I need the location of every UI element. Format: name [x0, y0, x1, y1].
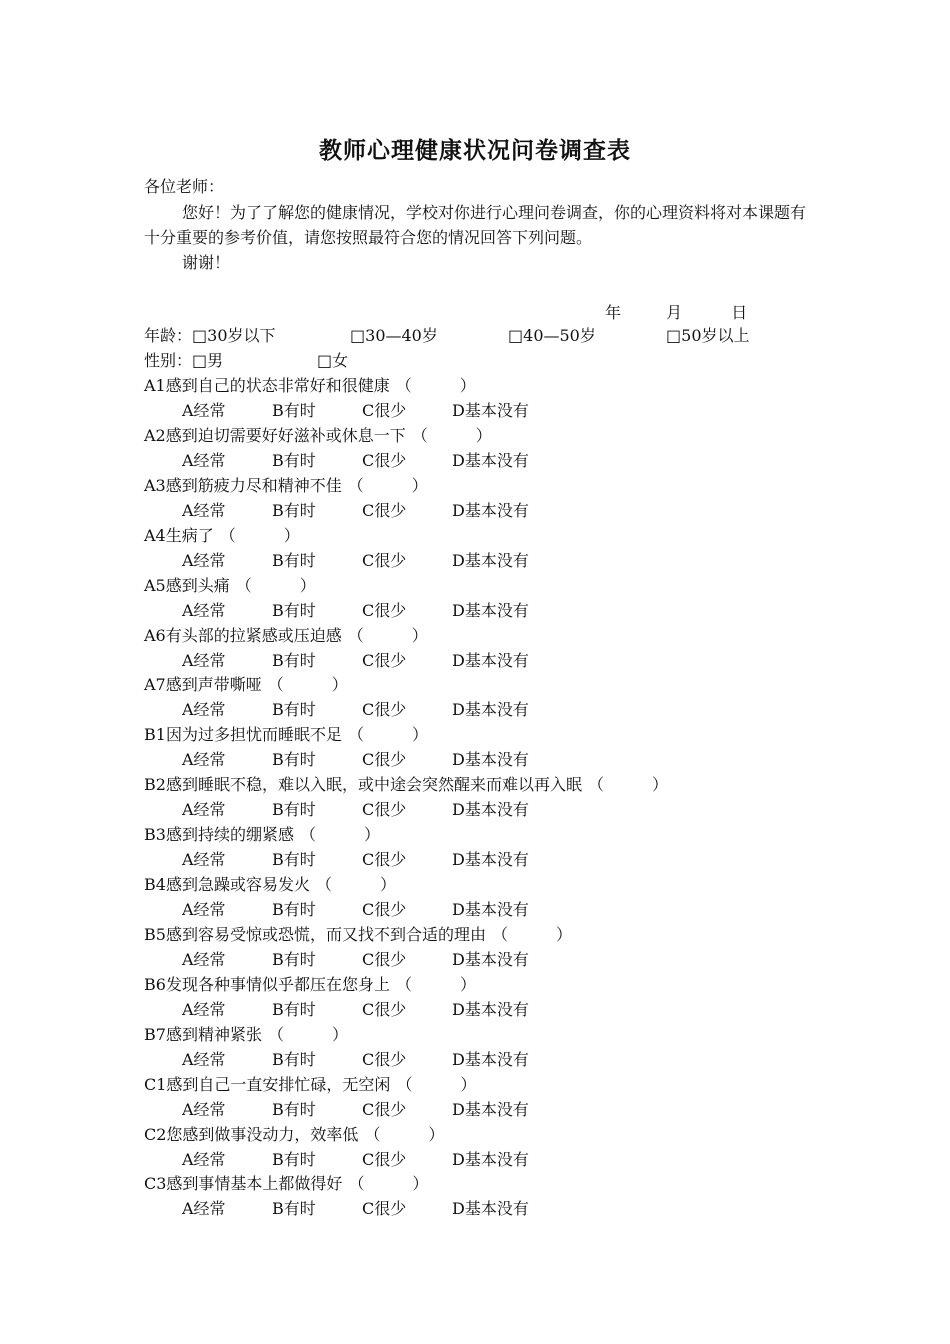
answer-option[interactable]: D基本没有 — [452, 600, 529, 620]
gender-option[interactable]: □女 — [317, 351, 349, 370]
answer-option[interactable]: C很少 — [362, 850, 407, 870]
answer-option[interactable]: D基本没有 — [452, 450, 529, 470]
answer-options — [182, 1149, 529, 1171]
question-line — [144, 974, 476, 996]
age-option[interactable]: □50岁以上 — [666, 326, 750, 345]
answer-option[interactable]: D基本没有 — [452, 750, 529, 770]
paren-open: （ — [395, 974, 412, 994]
answer-option[interactable]: D基本没有 — [452, 500, 529, 520]
answer-option[interactable]: B有时 — [272, 700, 316, 720]
answer-option[interactable]: D基本没有 — [452, 700, 529, 720]
answer-blank[interactable] — [268, 674, 348, 696]
question-code: A6 — [144, 625, 166, 645]
answer-option[interactable]: B有时 — [272, 800, 316, 820]
paren-close: ） — [555, 924, 572, 944]
answer-options — [182, 550, 529, 572]
question-code: B3 — [144, 825, 166, 845]
answer-option[interactable]: B有时 — [272, 500, 316, 520]
answer-options — [182, 849, 529, 871]
question-code: B6 — [144, 974, 166, 994]
question-text: 生病了 — [165, 525, 214, 545]
answer-options — [182, 749, 529, 771]
question-text: 感到精神紧张 — [165, 1024, 262, 1044]
answer-options — [182, 450, 529, 472]
question-line — [144, 774, 668, 796]
answer-blank[interactable] — [396, 1074, 476, 1096]
intro-paragraph: 您好！为了了解您的健康情况，学校对你进行心理问卷调查，你的心理资料将对本课题有十分重要的参考价值，请您按照最符合您的情况回答下列问题。 — [144, 203, 807, 247]
answer-blank[interactable] — [492, 924, 572, 946]
answer-options — [182, 949, 529, 971]
answer-option[interactable]: C很少 — [362, 800, 407, 820]
answer-option[interactable]: A经常 — [182, 450, 226, 470]
gender-label: 性别： — [144, 351, 193, 370]
question-line — [144, 425, 492, 447]
age-option[interactable]: □30—40岁 — [350, 326, 438, 345]
answer-option[interactable]: C很少 — [362, 750, 407, 770]
answer-option[interactable]: C很少 — [362, 900, 407, 919]
question-text: 发现各种事情似乎都压在您身上 — [165, 974, 390, 994]
answer-options — [182, 1198, 529, 1220]
date-year: 年 — [605, 303, 622, 322]
greeting: 各位老师： — [144, 177, 225, 196]
answer-option[interactable]: A经常 — [182, 1199, 226, 1219]
answer-option[interactable]: D基本没有 — [452, 550, 529, 570]
answer-option[interactable]: B有时 — [272, 550, 316, 570]
question-code: B4 — [144, 875, 166, 894]
gender-option[interactable]: □男 — [192, 351, 224, 370]
answer-option[interactable]: D基本没有 — [452, 800, 529, 820]
paren-open: （ — [587, 775, 604, 795]
answer-options — [182, 699, 529, 721]
question-code: C2 — [144, 1124, 167, 1144]
answer-option[interactable]: C很少 — [362, 500, 407, 520]
answer-options — [182, 650, 529, 672]
question-text: 感到头痛 — [165, 575, 230, 595]
answer-option[interactable]: C很少 — [362, 1199, 407, 1219]
question-text: 有头部的拉紧感或压迫感 — [165, 625, 342, 645]
answer-option[interactable]: C很少 — [362, 1049, 407, 1069]
answer-options — [182, 799, 529, 821]
answer-options — [182, 899, 529, 921]
answer-option[interactable]: B有时 — [272, 401, 316, 420]
answer-option[interactable]: B有时 — [272, 900, 316, 919]
paren-close: ） — [651, 775, 668, 795]
question-code: C1 — [144, 1074, 167, 1094]
answer-option[interactable]: B有时 — [272, 1099, 316, 1119]
question-line — [144, 1173, 428, 1195]
answer-options — [182, 1049, 529, 1071]
question-line — [144, 575, 316, 597]
paren-close: ） — [459, 376, 476, 395]
question-line — [144, 525, 300, 547]
answer-blank[interactable] — [268, 1024, 348, 1046]
paren-open: （ — [395, 376, 412, 395]
question-code: A7 — [144, 675, 166, 695]
answer-option[interactable]: C很少 — [362, 600, 407, 620]
answer-option[interactable]: C很少 — [362, 999, 407, 1019]
answer-option[interactable]: C很少 — [362, 450, 407, 470]
paren-open: （ — [396, 1074, 413, 1094]
paren-open: （ — [219, 525, 236, 545]
paren-close: ） — [331, 1024, 348, 1044]
question-line — [144, 724, 428, 746]
answer-blank[interactable] — [236, 575, 316, 597]
question-text: 感到容易受惊或恐慌，而又找不到合适的理由 — [165, 924, 486, 944]
answer-option[interactable]: C很少 — [362, 1099, 407, 1119]
paren-close: ） — [411, 475, 428, 495]
age-option[interactable]: □30岁以下 — [192, 326, 276, 345]
page-title: 教师心理健康状况问卷调查表 — [319, 137, 631, 164]
answer-blank[interactable] — [300, 824, 380, 846]
question-text: 感到迫切需要好好滋补或休息一下 — [165, 425, 406, 445]
question-code: A3 — [144, 475, 166, 495]
paren-open: （ — [299, 825, 316, 845]
paren-open: （ — [267, 1024, 284, 1044]
answer-option[interactable]: D基本没有 — [452, 999, 529, 1019]
answer-blank[interactable] — [316, 874, 396, 896]
question-line — [144, 1024, 348, 1046]
question-line — [144, 625, 428, 647]
paren-open: （ — [347, 625, 364, 645]
answer-option[interactable]: D基本没有 — [452, 1149, 529, 1169]
paren-open: （ — [411, 425, 428, 445]
paren-close: ） — [283, 525, 300, 545]
paren-open: （ — [267, 675, 284, 695]
question-text: 因为过多担忧而睡眠不足 — [165, 725, 342, 745]
question-line — [144, 674, 348, 696]
question-text: 感到睡眠不稳，难以入眠，或中途会突然醒来而难以再入眠 — [165, 775, 582, 795]
answer-blank[interactable] — [348, 1173, 428, 1195]
paren-close: ） — [411, 725, 428, 745]
question-line — [144, 1124, 444, 1146]
age-row — [144, 325, 750, 347]
paren-open: （ — [347, 725, 364, 745]
question-code: A2 — [144, 425, 166, 445]
question-line — [144, 1074, 476, 1096]
question-line — [144, 475, 428, 497]
question-text: 感到自己的状态非常好和很健康 — [165, 376, 390, 395]
answer-option[interactable]: A经常 — [182, 1099, 226, 1119]
answer-option[interactable]: B有时 — [272, 750, 316, 770]
answer-option[interactable]: A经常 — [182, 1049, 226, 1069]
paren-close: ） — [475, 425, 492, 445]
answer-options — [182, 600, 529, 622]
question-line — [144, 874, 396, 896]
question-text: 感到筋疲力尽和精神不佳 — [165, 475, 342, 495]
paren-open: （ — [491, 924, 508, 944]
answer-option[interactable]: A经常 — [182, 949, 226, 969]
paren-close: ） — [460, 1074, 477, 1094]
paren-close: ） — [331, 675, 348, 695]
answer-option[interactable]: D基本没有 — [452, 949, 529, 969]
paren-close: ） — [412, 1174, 429, 1194]
answer-options — [182, 1099, 529, 1121]
question-code: A1 — [144, 376, 166, 395]
answer-blank[interactable] — [348, 475, 428, 497]
answer-option[interactable]: A经常 — [182, 650, 226, 670]
answer-option[interactable]: C很少 — [362, 949, 407, 969]
answer-option[interactable]: A经常 — [182, 800, 226, 820]
paren-close: ） — [411, 625, 428, 645]
question-text: 感到持续的绷紧感 — [165, 825, 294, 845]
answer-option[interactable]: D基本没有 — [452, 401, 529, 420]
answer-blank[interactable] — [396, 375, 476, 397]
answer-option[interactable]: A经常 — [182, 850, 226, 870]
question-code: A5 — [144, 575, 166, 595]
question-code: A4 — [144, 525, 166, 545]
answer-blank[interactable] — [348, 724, 428, 746]
answer-option[interactable]: C很少 — [362, 1149, 407, 1169]
answer-blank[interactable] — [588, 774, 668, 796]
paren-close: ） — [428, 1124, 445, 1144]
answer-option[interactable]: D基本没有 — [452, 1049, 529, 1069]
question-code: B7 — [144, 1024, 166, 1044]
answer-option[interactable]: A经常 — [182, 750, 226, 770]
answer-option[interactable]: B有时 — [272, 850, 316, 870]
paren-open: （ — [364, 1124, 381, 1144]
age-option[interactable]: □40—50岁 — [508, 326, 596, 345]
answer-blank[interactable] — [364, 1124, 444, 1146]
answer-option[interactable]: B有时 — [272, 1149, 316, 1169]
answer-option[interactable]: B有时 — [272, 1199, 316, 1219]
answer-option[interactable]: A经常 — [182, 1149, 226, 1169]
answer-option[interactable]: C很少 — [362, 401, 407, 420]
answer-option[interactable]: A经常 — [182, 900, 226, 919]
question-text: 感到事情基本上都做得好 — [166, 1174, 343, 1194]
answer-option[interactable]: B有时 — [272, 949, 316, 969]
answer-option[interactable]: D基本没有 — [452, 1099, 529, 1119]
answer-blank[interactable] — [412, 425, 492, 447]
answer-blank[interactable] — [348, 625, 428, 647]
answer-options — [182, 500, 529, 522]
answer-blank[interactable] — [220, 525, 300, 547]
answer-option[interactable]: B有时 — [272, 999, 316, 1019]
answer-option[interactable]: A经常 — [182, 600, 226, 620]
question-code: C3 — [144, 1174, 167, 1194]
answer-option[interactable]: D基本没有 — [452, 650, 529, 670]
answer-option[interactable]: D基本没有 — [452, 900, 529, 919]
answer-option[interactable]: C很少 — [362, 700, 407, 720]
date-row — [605, 300, 747, 323]
paren-close: ） — [459, 974, 476, 994]
question-code: B5 — [144, 924, 166, 944]
paren-close: ） — [299, 575, 316, 595]
answer-option[interactable]: A经常 — [182, 999, 226, 1019]
answer-option[interactable]: A经常 — [182, 500, 226, 520]
age-label: 年龄： — [144, 326, 193, 345]
paren-open: （ — [348, 1174, 365, 1194]
question-text: 您感到做事没动力，效率低 — [166, 1124, 359, 1144]
answer-option[interactable]: B有时 — [272, 450, 316, 470]
question-text: 感到急躁或容易发火 — [165, 875, 310, 894]
answer-option[interactable]: D基本没有 — [452, 850, 529, 870]
thanks-text: 谢谢！ — [182, 253, 231, 272]
question-line — [144, 375, 476, 397]
answer-option[interactable]: C很少 — [362, 650, 407, 670]
date-day: 日 — [731, 303, 748, 322]
answer-option[interactable]: B有时 — [272, 1049, 316, 1069]
question-line — [144, 824, 380, 846]
answer-option[interactable]: B有时 — [272, 600, 316, 620]
paren-open: （ — [235, 575, 252, 595]
answer-options — [182, 999, 529, 1021]
gender-row — [144, 350, 348, 372]
paren-close: ） — [363, 825, 380, 845]
answer-option[interactable]: A经常 — [182, 700, 226, 720]
question-line — [144, 924, 572, 946]
answer-option[interactable]: A经常 — [182, 401, 226, 420]
answer-options — [182, 400, 529, 422]
answer-option[interactable]: B有时 — [272, 650, 316, 670]
question-text: 感到声带嘶哑 — [165, 675, 262, 695]
answer-blank[interactable] — [396, 974, 476, 996]
answer-option[interactable]: A经常 — [182, 550, 226, 570]
paren-open: （ — [347, 475, 364, 495]
question-code: B2 — [144, 775, 166, 795]
answer-option[interactable]: D基本没有 — [452, 1199, 529, 1219]
question-code: B1 — [144, 725, 166, 745]
date-month: 月 — [666, 303, 683, 322]
answer-option[interactable]: C很少 — [362, 550, 407, 570]
paren-open: （ — [315, 875, 332, 894]
paren-close: ） — [379, 875, 396, 894]
question-text: 感到自己一直安排忙碌，无空闲 — [166, 1074, 391, 1094]
